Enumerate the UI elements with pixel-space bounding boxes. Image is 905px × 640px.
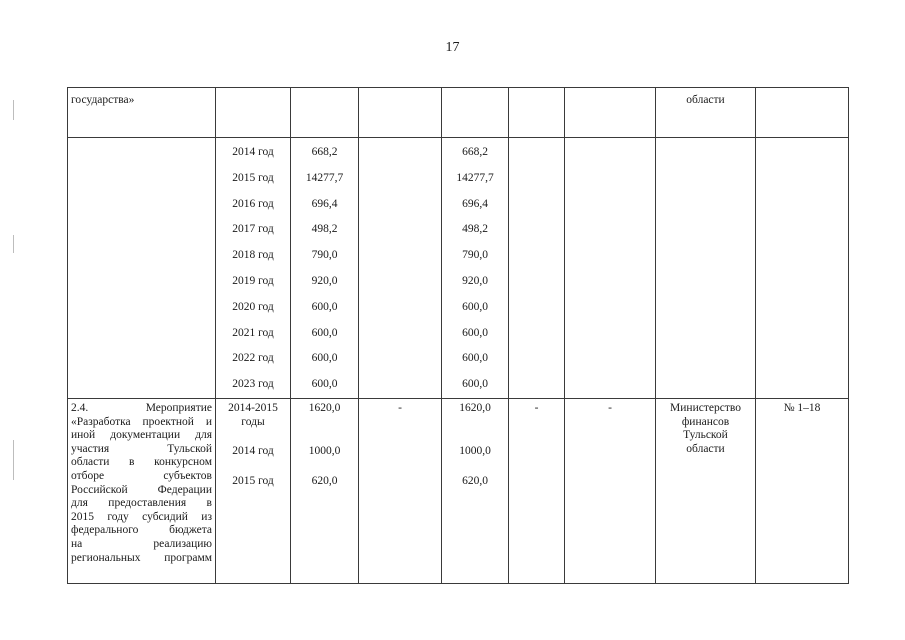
cell-responsible <box>656 88 756 138</box>
cell-indicators <box>756 88 849 138</box>
total-value: 1000,0 <box>308 445 341 458</box>
year-label: 2015 год <box>232 171 274 184</box>
program-table <box>67 87 849 584</box>
total-value: 790,0 <box>311 249 338 262</box>
description-line: отборе субъектов <box>71 469 212 482</box>
cell-years <box>216 138 291 399</box>
description-line: «Разработка проектной и <box>71 415 212 428</box>
total-value: 696,4 <box>311 197 338 210</box>
total-value: 600,0 <box>311 326 338 339</box>
description-line: участия Тульской <box>71 442 212 455</box>
cell-name <box>68 138 216 399</box>
other-value: - <box>608 402 612 414</box>
regional-value: 600,0 <box>462 300 488 313</box>
cell-measure-responsible <box>656 399 756 584</box>
indicators-value: № 1–18 <box>783 402 821 414</box>
description-line: 2.4. Мероприятие <box>71 402 212 414</box>
regional-value: 498,2 <box>462 223 488 236</box>
regional-value: 668,2 <box>462 146 488 158</box>
cell-measure-period <box>216 399 291 584</box>
regional-value: 600,0 <box>462 326 488 339</box>
year-label: 2023 год <box>232 378 274 391</box>
cell-local <box>509 88 565 138</box>
cell-measure-regional <box>442 399 509 584</box>
description-line: 2015 году субсидий из <box>71 510 212 523</box>
measure-row <box>68 399 849 584</box>
regional-value: 1620,0 <box>459 402 491 414</box>
regional-value: 600,0 <box>462 378 488 391</box>
year-label: 2018 год <box>232 249 274 262</box>
cell-other <box>565 138 656 399</box>
year-label: 2017 год <box>232 223 274 236</box>
cell-measure-indicators <box>756 399 849 584</box>
continuation-row <box>68 88 849 138</box>
total-value: 600,0 <box>311 300 338 313</box>
regional-value: 696,4 <box>462 197 488 210</box>
year-label: 2019 год <box>232 274 274 287</box>
description-line: иной документации для <box>71 429 212 442</box>
description-line: Российской Федерации <box>71 483 212 496</box>
year-label: 2014 год <box>232 146 274 158</box>
year-label: 2020 год <box>232 300 274 313</box>
total-value: 600,0 <box>311 352 338 365</box>
cell-local <box>509 138 565 399</box>
regional-value: 1000,0 <box>459 445 491 458</box>
description-line: региональных программ <box>71 551 212 564</box>
responsible-executor <box>656 399 755 456</box>
year-label: 2022 год <box>232 352 274 365</box>
description-line: на реализацию <box>71 537 212 550</box>
total-value: 620,0 <box>311 474 338 487</box>
cell-responsible <box>656 138 756 399</box>
cell-measure-description <box>68 399 216 584</box>
regional-value: 920,0 <box>462 274 488 287</box>
responsible-fragment: области <box>686 94 725 106</box>
cell-measure-total <box>291 399 359 584</box>
total-value: 600,0 <box>311 378 338 391</box>
total-value: 1620,0 <box>308 402 341 414</box>
period-label <box>216 399 290 429</box>
total-value: 668,2 <box>311 146 338 158</box>
total-value: 14277,7 <box>305 171 344 184</box>
cell-measure-other <box>565 399 656 584</box>
period-line: 2014-2015 <box>228 402 278 414</box>
cell-federal <box>359 138 442 399</box>
responsible-line: области <box>686 442 725 455</box>
measure-description <box>68 399 215 583</box>
description-line: федерального бюджета <box>71 524 212 537</box>
federal-value: - <box>398 402 402 414</box>
responsible-line: Тульской <box>683 429 728 442</box>
cell-regional <box>442 88 509 138</box>
period-line: годы <box>241 415 265 428</box>
responsible-line: финансов <box>681 415 730 428</box>
year-label: 2015 год <box>232 474 274 487</box>
name-fragment: государства» <box>71 94 135 106</box>
local-value: - <box>534 402 539 414</box>
cell-indicators <box>756 138 849 399</box>
total-value: 498,2 <box>311 223 338 236</box>
year-label: 2016 год <box>232 197 274 210</box>
cell-total <box>291 88 359 138</box>
regional-value: 14277,7 <box>456 171 494 184</box>
cell-period <box>216 88 291 138</box>
cell-name <box>68 88 216 138</box>
description-line: для предоставления в <box>71 497 212 510</box>
cell-totals <box>291 138 359 399</box>
cell-federal <box>359 88 442 138</box>
cell-measure-federal <box>359 399 442 584</box>
page-number: 17 <box>445 40 460 55</box>
cell-regional-values <box>442 138 509 399</box>
years-row <box>68 138 849 399</box>
responsible-line: Министерство <box>670 402 741 414</box>
year-label: 2021 год <box>232 326 274 339</box>
cell-measure-local <box>509 399 565 584</box>
cell-other <box>565 88 656 138</box>
regional-value: 620,0 <box>462 474 488 487</box>
total-value: 920,0 <box>311 274 338 287</box>
regional-value: 790,0 <box>462 249 488 262</box>
regional-value: 600,0 <box>462 352 488 365</box>
description-line: области в конкурсном <box>71 456 212 469</box>
year-label: 2014 год <box>232 445 274 458</box>
